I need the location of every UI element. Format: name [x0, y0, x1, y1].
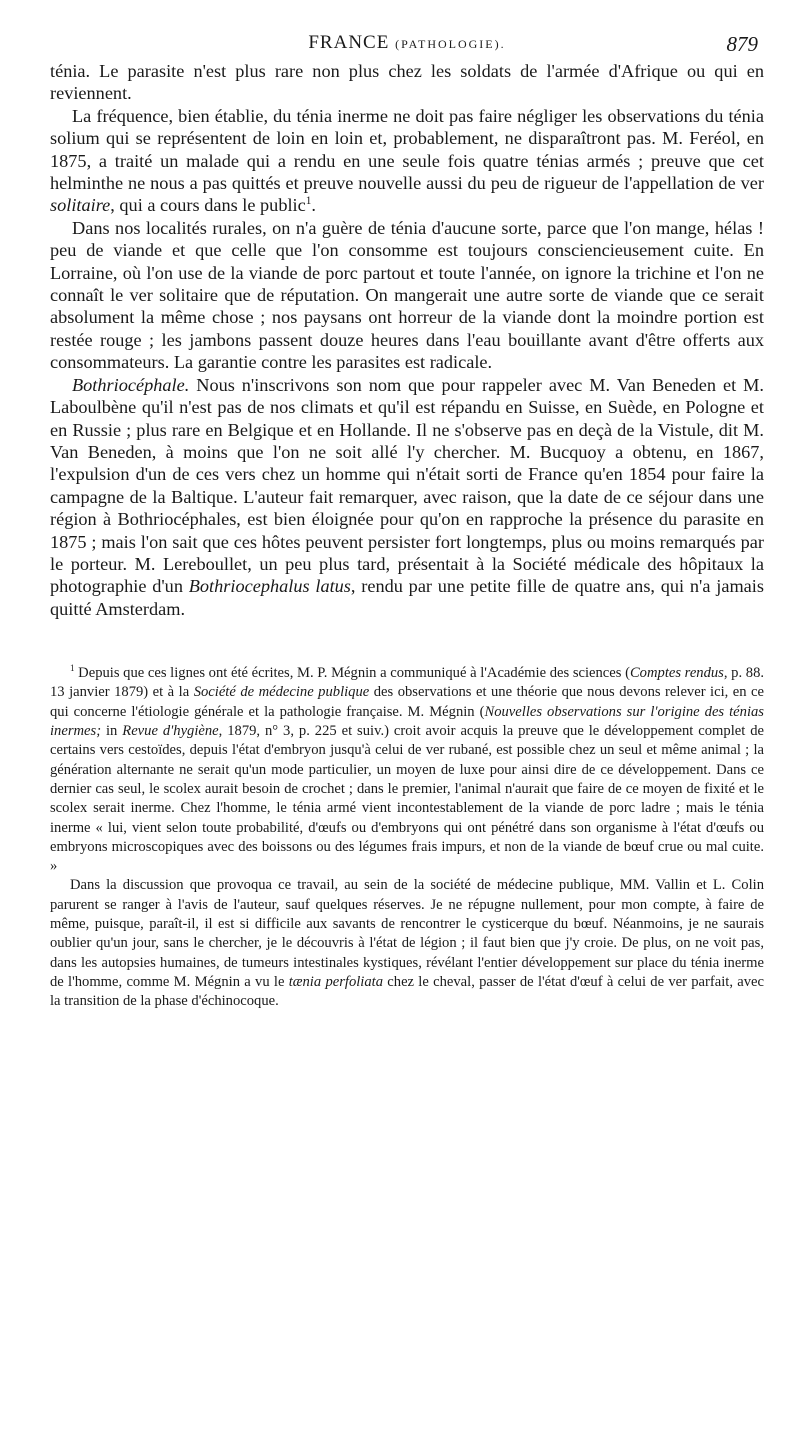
p2-text-c: .	[311, 195, 316, 216]
footnote-reference[interactable]: 1	[305, 195, 312, 208]
fn1-text-e: , 1879, n° 3, p. 225 et suiv.) croit avoir acquis la preuve que le développement complet de certains vers cestoïdes, depuis l'état d'embryon jusqu'à celui de ver rubané, est possible chez un seul et même animal ; la génération alternante ne serait qu'un mode particulier, un moyen de luxe pour ainsi dire de ce développement. Dans ce dernier cas seul, le scolex aurait besoin de crochet ; dans le premier, l'animal n'aurait que faire de ce moyen de fixité et le scolex serait inerme. Chez l'homme, le ténia armé vient incontestablement de la viande de porc ladre ; mais le ténia inerme « lui, vient selon toute probabilité, d'œufs ou d'embryons qui ont pénétré dans son organisme à l'état d'œufs ou embryons microscopiques avec des boissons ou des légumes frais impurs, et non de la viande de bœuf crue ou mal cuite. »	[50, 723, 764, 875]
running-title	[50, 32, 764, 54]
p4-text-b: , rendu par une petite fille de quatre ans, qui n'a jamais quitté Amsterdam.	[50, 576, 764, 619]
p2-text-a: La fréquence, bien établie, du ténia inerme ne doit pas faire négliger les observations du ténia solium qui se représentent de loin en loin et, probablement, ne disparaîtront pas. M. Feréol, en 1875, a traité un malade qui a rendu en une seule fois quatre ténias armés ; preuve que cet helminthe ne nous a pas quittés et preuve nouvelle aussi du peu de rigueur de l'appellation de ver	[50, 105, 764, 194]
p2-italic-term: solitaire	[50, 195, 111, 216]
fn1-italic-3: Nouvelles observations sur l'origine des ténias inermes;	[50, 703, 764, 740]
running-title-main: FRANCE	[308, 32, 390, 53]
p4-section-heading: Bothriocéphale.	[72, 374, 190, 395]
fn1-text-c: des observations et une théorie que nous devons relever ici, en ce qui concerne l'étiologie générale et la pathologie française. M. Mégnin (	[50, 684, 765, 720]
footnote-2	[50, 876, 764, 1011]
fn1-text-a: Depuis que ces lignes ont été écrites, M. P. Mégnin a communiqué à l'Académie des sciences (	[74, 665, 630, 682]
p4-species-name: Bothriocephalus latus	[188, 576, 351, 597]
paragraph-1: ténia. Le parasite n'est plus rare non plus chez les soldats de l'armée d'Afrique ou qui en reviennent.	[50, 61, 764, 104]
paragraph-4	[50, 374, 764, 620]
fn2-text-a: Dans la discussion que provoqua ce travail, au sein de la société de médecine publique, MM. Vallin et L. Colin parurent se ranger à l'avis de l'auteur, sauf quelques réserves. Je ne répugne nullement, pour mon compte, à faire de même, puisque, paraît-il, il est si difficile aux savants de rencontrer le cysticerque du bœuf. Néanmoins, je ne saurais oublier qu'un jour, sans le chercher, je le découvris à l'état de légion ; il faut bien que j'y croie. De plus, on ne voit pas, dans les autopsies humaines, de tumeurs intestinales kystiques, révélant l'entier développement sur place du ténia inerme de l'homme, comme M. Mégnin a vu le	[50, 877, 764, 990]
main-text	[50, 60, 764, 620]
fn2-text-b: chez le cheval, passer de l'état d'œuf à celui de ver parfait, avec la transition de la phase d'échinocoque.	[50, 973, 764, 1010]
fn2-italic: tænia perfoliata	[288, 973, 384, 990]
p2-text-b: , qui a cours dans le public	[110, 195, 306, 216]
page-number: 879	[726, 32, 758, 56]
fn1-italic-1: Comptes rendus	[629, 665, 724, 682]
footnote-block	[50, 664, 764, 1011]
running-title-sub: (PATHOLOGIE).	[395, 37, 506, 51]
fn1-italic-2: Société de médecine publique	[193, 684, 370, 701]
footnote-1	[50, 664, 764, 876]
footnote-mark: 1	[70, 663, 75, 674]
paragraph-3: Dans nos localités rurales, on n'a guère de ténia d'aucune sorte, parce que l'on mange, hélas ! peu de viande et que celle que l'on consomme est toujours consciencieusement cuite. En Lorraine, où l'on use de la viande de porc partout et toute l'année, on ignore la trichine et l'on ne connaît le ver solitaire que de réputation. On mangerait une autre sorte de viande que ce serait absolument la même chose ; nos paysans ont horreur de la viande dont la moindre portion est restée rouge ; les jambons passent douze heures dans l'eau bouillante avant d'être offerts aux consommateurs. La garantie contre les parasites est radicale.	[50, 217, 764, 373]
fn1-italic-4: Revue d'hygiène	[122, 723, 219, 740]
running-header	[50, 28, 764, 60]
fn1-text-d: in	[101, 723, 123, 740]
paragraph-2	[50, 105, 764, 217]
p4-text-a: Nous n'inscrivons son nom que pour rappeler avec M. Van Beneden et M. Laboulbène qu'il n'est pas de nos climats et qu'il est répandu en Suisse, en Suède, en Pologne et en Russie ; plus rare en Belgique et en Hollande. Il ne s'observe pas en deçà de la Vistule, dit M. Van Beneden, à moins que l'on ne soit allé l'y chercher. M. Bucquoy a obtenu, en 1867, l'expulsion d'un de ces vers chez un homme qui n'était sorti de France qu'en 1854 pour faire la campagne de la Baltique. L'auteur fait remarquer, avec raison, que la date de ce séjour dans une région à Bothriocéphales, est bien éloignée pour qu'on en rapproche la présence du parasite en 1875 ; mais l'on sait que ces hôtes peuvent persister fort longtemps, plus ou moins remarqués par le porteur. M. Lereboullet, un peu plus tard, présentait à la Société médicale des hôpitaux la photographie d'un	[50, 374, 764, 597]
fn1-text-b: , p. 88. 13 janvier 1879) et à la	[50, 665, 765, 701]
